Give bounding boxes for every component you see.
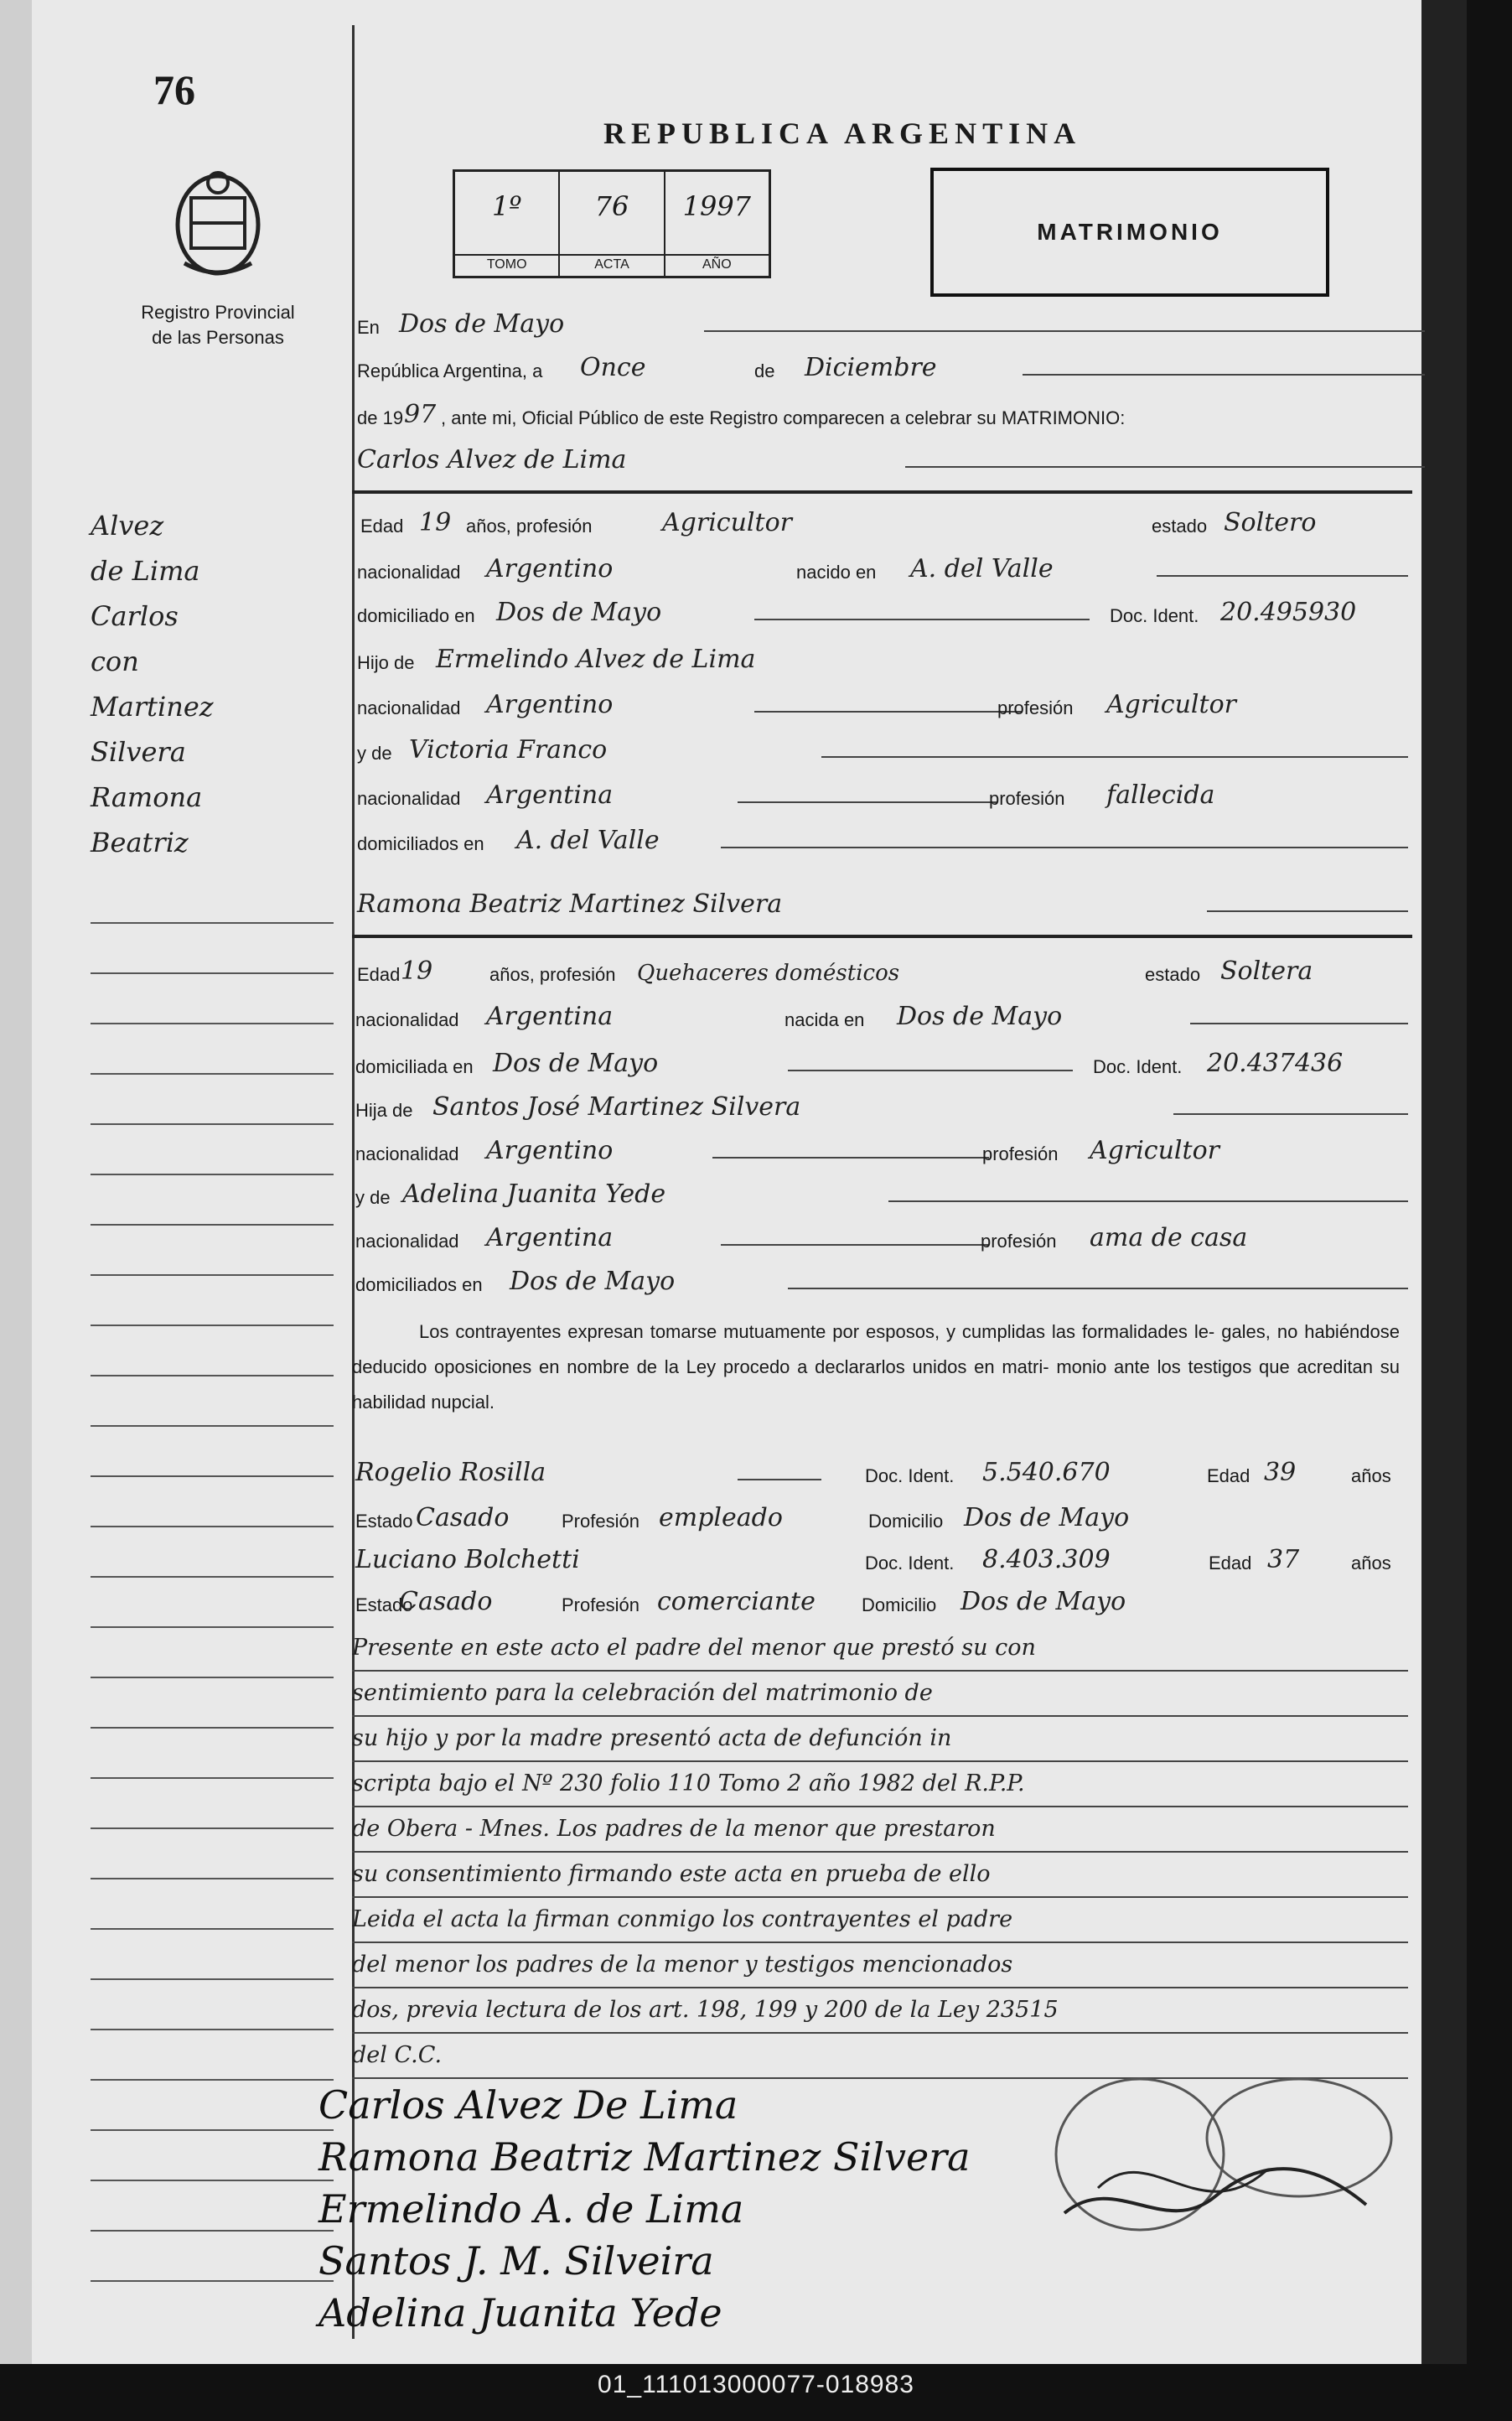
signature: Santos J. M. Silveira — [318, 2238, 714, 2284]
statement-text: , ante mi, Oficial Público de este Registro comparecen a celebrar su MATRIMONIO: — [441, 407, 1126, 428]
bride-parents-address-row — [352, 1266, 1408, 1299]
note-line: Leida el acta la firman conmigo los contrayentes el padre — [352, 1898, 1408, 1943]
margin-line: de Lima — [91, 555, 200, 587]
declaration-line: gales, no habiéndose deducido oposiciones en nombre de la Ley procedo a declararlos unidos en matri- — [352, 1321, 1400, 1377]
tomo-value: 1º — [491, 190, 522, 222]
profesion-label: profesión — [997, 697, 1074, 718]
year-prefix: de 19 — [357, 407, 404, 428]
groom-parents-address-row — [352, 825, 1408, 858]
witness1-address: Dos de Mayo — [964, 1503, 1130, 1532]
margin-rule — [91, 1174, 334, 1175]
page-number: 76 — [153, 66, 195, 113]
fill-line — [738, 1479, 821, 1480]
bride-age: 19 — [401, 956, 433, 986]
nacionalidad-label: nacionalidad — [357, 788, 461, 809]
estado-label: Estado — [355, 1511, 413, 1532]
margin-annotation — [91, 503, 334, 865]
signature: Adelina Juanita Yede — [318, 2290, 722, 2335]
groom-mother-row — [352, 734, 1408, 768]
fill-line — [905, 466, 1425, 468]
edad-label: Edad — [360, 516, 404, 537]
groom-mother-nationality: Argentina — [486, 780, 614, 810]
margin-line: Carlos — [91, 600, 179, 632]
witness2-profession: comerciante — [657, 1587, 816, 1616]
margin-rule — [91, 2280, 334, 2282]
bride-mother-details-row — [352, 1222, 1408, 1256]
margin-rule — [91, 1626, 334, 1628]
margin-rule — [91, 1274, 334, 1276]
nacionalidad-label: nacionalidad — [357, 697, 461, 718]
margin-line: Alvez — [91, 510, 164, 542]
bride-nationality-row — [352, 1001, 1408, 1034]
tomo-cell — [455, 172, 560, 276]
bride-father-row — [352, 1091, 1408, 1125]
witness2-status: Casado — [399, 1587, 493, 1616]
acta-value: 76 — [594, 190, 629, 222]
margin-rule — [91, 1827, 334, 1829]
witness2-row — [352, 1544, 1408, 1578]
fill-line — [1173, 1113, 1408, 1115]
margin-rule — [91, 1878, 334, 1879]
bride-nationality: Argentina — [486, 1002, 614, 1031]
anio-cell — [665, 172, 769, 276]
acta-reference-box — [453, 169, 771, 278]
fill-line — [704, 330, 1425, 332]
profesion-label: Profesión — [562, 1511, 639, 1532]
month-value: Diciembre — [805, 353, 937, 382]
declaration-line: Los contrayentes expresan tomarse mutuamente por esposos, y cumplidas las formalidades le- — [419, 1321, 1215, 1342]
groom-address: Dos de Mayo — [496, 598, 662, 627]
bride-mother-row — [352, 1179, 1408, 1212]
nacionalidad-label: nacionalidad — [355, 1231, 459, 1252]
bride-mother-profession: ama de casa — [1090, 1223, 1248, 1252]
year-value: 97 — [404, 400, 437, 429]
witness2-details-row — [352, 1586, 1408, 1620]
coat-of-arms-icon — [168, 164, 268, 282]
fill-line — [721, 1244, 989, 1246]
bride-profession: Quehaceres domésticos — [637, 961, 900, 986]
edad-label: Edad — [357, 964, 401, 985]
bride-mother: Adelina Juanita Yede — [402, 1179, 666, 1209]
republica-label: República Argentina, a — [357, 360, 543, 381]
bride-name-row — [352, 889, 1408, 922]
acta-label: ACTA — [560, 254, 663, 272]
declaration-paragraph — [352, 1314, 1400, 1420]
margin-rule — [91, 2129, 334, 2131]
groom-document: 20.495930 — [1220, 598, 1357, 627]
margin-rule — [91, 2230, 334, 2232]
doc-label: Doc. Ident. — [865, 1465, 955, 1486]
groom-mother: Victoria Franco — [409, 735, 608, 765]
hija-label: Hija de — [355, 1100, 413, 1121]
fill-line — [738, 801, 997, 803]
note-line: dos, previa lectura de los art. 198, 199 y 200 de la Ley 23515 — [352, 1988, 1408, 2034]
profesion-label: profesión — [981, 1231, 1057, 1252]
declaration-line: monio ante los testigos que acreditan su habilidad nupcial. — [352, 1356, 1400, 1413]
doc-label: Doc. Ident. — [1110, 605, 1199, 626]
fill-line — [1207, 910, 1408, 912]
witness2-address: Dos de Mayo — [961, 1587, 1126, 1616]
bride-father-details-row — [352, 1135, 1408, 1169]
domiciliados-label: domiciliados en — [355, 1274, 483, 1295]
image-caption: 01_111013000077-018983 — [598, 2371, 914, 2398]
bride-birthplace: Dos de Mayo — [897, 1002, 1063, 1031]
fill-line — [1023, 374, 1425, 376]
anos-profesion-label: años, profesión — [466, 516, 593, 537]
note-line: de Obera - Mnes. Los padres de la menor que prestaron — [352, 1807, 1408, 1853]
margin-rule — [91, 1325, 334, 1326]
day-value: Once — [580, 353, 646, 382]
margin-line: Martinez — [91, 691, 214, 723]
note-line: del C.C. — [352, 2034, 1408, 2079]
nacionalidad-label: nacionalidad — [355, 1143, 459, 1164]
margin-rule — [91, 1576, 334, 1578]
witness2-age: 37 — [1267, 1545, 1300, 1574]
record-type-box: MATRIMONIO — [930, 168, 1329, 297]
witness1-status: Casado — [416, 1503, 510, 1532]
margin-line: Beatriz — [91, 827, 189, 858]
nacida-label: nacida en — [784, 1009, 865, 1030]
margin-line: Ramona — [91, 781, 203, 813]
bride-parents-address: Dos de Mayo — [510, 1267, 676, 1296]
margin-rule — [91, 1073, 334, 1075]
margin-rule — [91, 2029, 334, 2030]
section-divider — [352, 490, 1412, 494]
margin-rule — [91, 1123, 334, 1125]
witness1-document: 5.540.670 — [982, 1458, 1111, 1487]
bride-status: Soltera — [1220, 956, 1313, 986]
domicilio-label: domiciliado en — [357, 605, 475, 626]
witness1-profession: empleado — [659, 1503, 783, 1532]
signature: Ramona Beatriz Martinez Silvera — [318, 2134, 971, 2180]
note-line: del menor los padres de la menor y testigos mencionados — [352, 1943, 1408, 1988]
margin-line: con — [91, 645, 139, 677]
anos-label: años — [1351, 1553, 1391, 1573]
margin-rule — [91, 1928, 334, 1930]
bride-father-nationality: Argentino — [486, 1136, 614, 1165]
witness1-name: Rogelio Rosilla — [355, 1458, 546, 1487]
witness1-age: 39 — [1264, 1458, 1297, 1487]
groom-father-nationality: Argentino — [486, 690, 614, 719]
anio-value: 1997 — [682, 190, 752, 222]
margin-rule — [91, 1475, 334, 1477]
margin-rule — [91, 1526, 334, 1527]
section-divider — [352, 935, 1412, 938]
note-line: Presente en este acto el padre del menor que prestó su con — [352, 1626, 1408, 1672]
fill-line — [721, 847, 1408, 848]
anos-profesion-label: años, profesión — [489, 964, 616, 985]
edad-label: Edad — [1207, 1465, 1251, 1486]
tomo-label: TOMO — [455, 254, 558, 272]
margin-rule — [91, 2079, 334, 2081]
nacionalidad-label: nacionalidad — [355, 1009, 459, 1030]
en-label: En — [357, 317, 380, 338]
margin-rule — [91, 922, 334, 924]
fill-line — [821, 756, 1408, 758]
groom-profession: Agricultor — [662, 508, 792, 537]
fill-line — [1190, 1023, 1408, 1024]
nacionalidad-label: nacionalidad — [357, 562, 461, 583]
estado-label: estado — [1145, 964, 1201, 985]
margin-rule — [91, 1727, 334, 1729]
margin-rule — [91, 1023, 334, 1024]
margin-rule — [91, 1375, 334, 1376]
estado-label: Estado — [355, 1594, 413, 1615]
notes-section — [352, 1626, 1408, 2079]
bride-name: Ramona Beatriz Martinez Silvera — [357, 889, 783, 919]
y-de-label: y de — [357, 743, 392, 764]
signatures-block — [318, 2079, 1157, 2339]
country-title: REPUBLICA ARGENTINA — [603, 117, 1082, 150]
domiciliados-label: domiciliados en — [357, 833, 484, 854]
groom-father-details-row — [352, 689, 1408, 723]
signature: Ermelindo A. de Lima — [318, 2186, 744, 2232]
margin-rule — [91, 1777, 334, 1779]
fill-line — [754, 619, 1090, 620]
fill-line — [712, 1157, 989, 1159]
groom-father-row — [352, 644, 1408, 677]
binding-strip — [0, 0, 32, 2364]
margin-rule — [91, 1224, 334, 1226]
profesion-label: Profesión — [562, 1594, 639, 1615]
witness1-details-row — [352, 1502, 1408, 1536]
bride-father: Santos José Martinez Silvera — [432, 1092, 801, 1122]
opening-date-row — [352, 352, 1408, 386]
note-line: scripta bajo el Nº 230 folio 110 Tomo 2 año 1982 del R.P.P. — [352, 1762, 1408, 1807]
official-stamp-icon — [1048, 2071, 1408, 2247]
groom-parents-address: A. del Valle — [516, 826, 660, 855]
anos-label: años — [1351, 1465, 1391, 1486]
fill-line — [1157, 575, 1408, 577]
groom-father: Ermelindo Alvez de Lima — [436, 645, 756, 674]
margin-rule — [91, 1677, 334, 1678]
groom-age-row — [352, 507, 1408, 541]
groom-status: Soltero — [1224, 508, 1317, 537]
registry-name: Registro Provincial de las Personas — [141, 302, 295, 348]
profesion-label: profesión — [982, 1143, 1059, 1164]
groom-address-row — [352, 597, 1408, 630]
groom-nationality: Argentino — [486, 554, 614, 583]
witness2-name: Luciano Bolchetti — [355, 1545, 580, 1574]
estado-label: estado — [1152, 516, 1208, 537]
margin-rule — [91, 972, 334, 974]
groom-nationality-row — [352, 553, 1408, 587]
opening-statement-row — [352, 399, 1408, 433]
groom-mother-details-row — [352, 780, 1408, 813]
note-line: su hijo y por la madre presentó acta de defunción in — [352, 1717, 1408, 1762]
groom-birthplace: A. del Valle — [910, 554, 1054, 583]
domicilio-label: Domicilio — [862, 1594, 937, 1615]
bride-document: 20.437436 — [1207, 1049, 1344, 1078]
hijo-label: Hijo de — [357, 652, 415, 673]
place-value: Dos de Mayo — [399, 309, 565, 339]
doc-label: Doc. Ident. — [1093, 1056, 1183, 1077]
bride-mother-nationality: Argentina — [486, 1223, 614, 1252]
groom-name: Carlos Alvez de Lima — [357, 445, 627, 474]
doc-label: Doc. Ident. — [865, 1553, 955, 1573]
domicilio-label: domiciliada en — [355, 1056, 474, 1077]
bride-father-profession: Agricultor — [1090, 1136, 1219, 1165]
domicilio-label: Domicilio — [868, 1511, 944, 1532]
page-edge-shadow — [1421, 0, 1467, 2364]
nacido-label: nacido en — [796, 562, 877, 583]
y-de-label: y de — [355, 1187, 391, 1208]
groom-age: 19 — [419, 508, 452, 537]
groom-father-profession: Agricultor — [1106, 690, 1236, 719]
fill-line — [754, 711, 1023, 713]
margin-rule — [91, 1978, 334, 1980]
bride-address: Dos de Mayo — [493, 1049, 659, 1078]
note-line: sentimiento para la celebración del matrimonio de — [352, 1672, 1408, 1717]
de-label: de — [754, 360, 775, 381]
witness2-document: 8.403.309 — [982, 1545, 1111, 1574]
groom-mother-profession: fallecida — [1106, 780, 1215, 810]
signature: Carlos Alvez De Lima — [318, 2082, 738, 2128]
opening-place-row — [352, 308, 1408, 342]
fill-line — [888, 1200, 1408, 1202]
margin-rule — [91, 2180, 334, 2181]
bride-age-row — [352, 956, 1408, 989]
anio-label: AÑO — [665, 254, 769, 272]
witness1-row — [352, 1457, 1408, 1490]
note-line: su consentimiento firmando este acta en prueba de ello — [352, 1853, 1408, 1898]
fill-line — [788, 1070, 1073, 1071]
acta-cell — [560, 172, 665, 276]
edad-label: Edad — [1209, 1553, 1252, 1573]
fill-line — [788, 1288, 1408, 1289]
margin-line: Silvera — [91, 736, 186, 768]
profesion-label: profesión — [989, 788, 1065, 809]
margin-rule — [91, 1425, 334, 1427]
bride-address-row — [352, 1048, 1408, 1081]
groom-name-row — [352, 444, 1408, 478]
